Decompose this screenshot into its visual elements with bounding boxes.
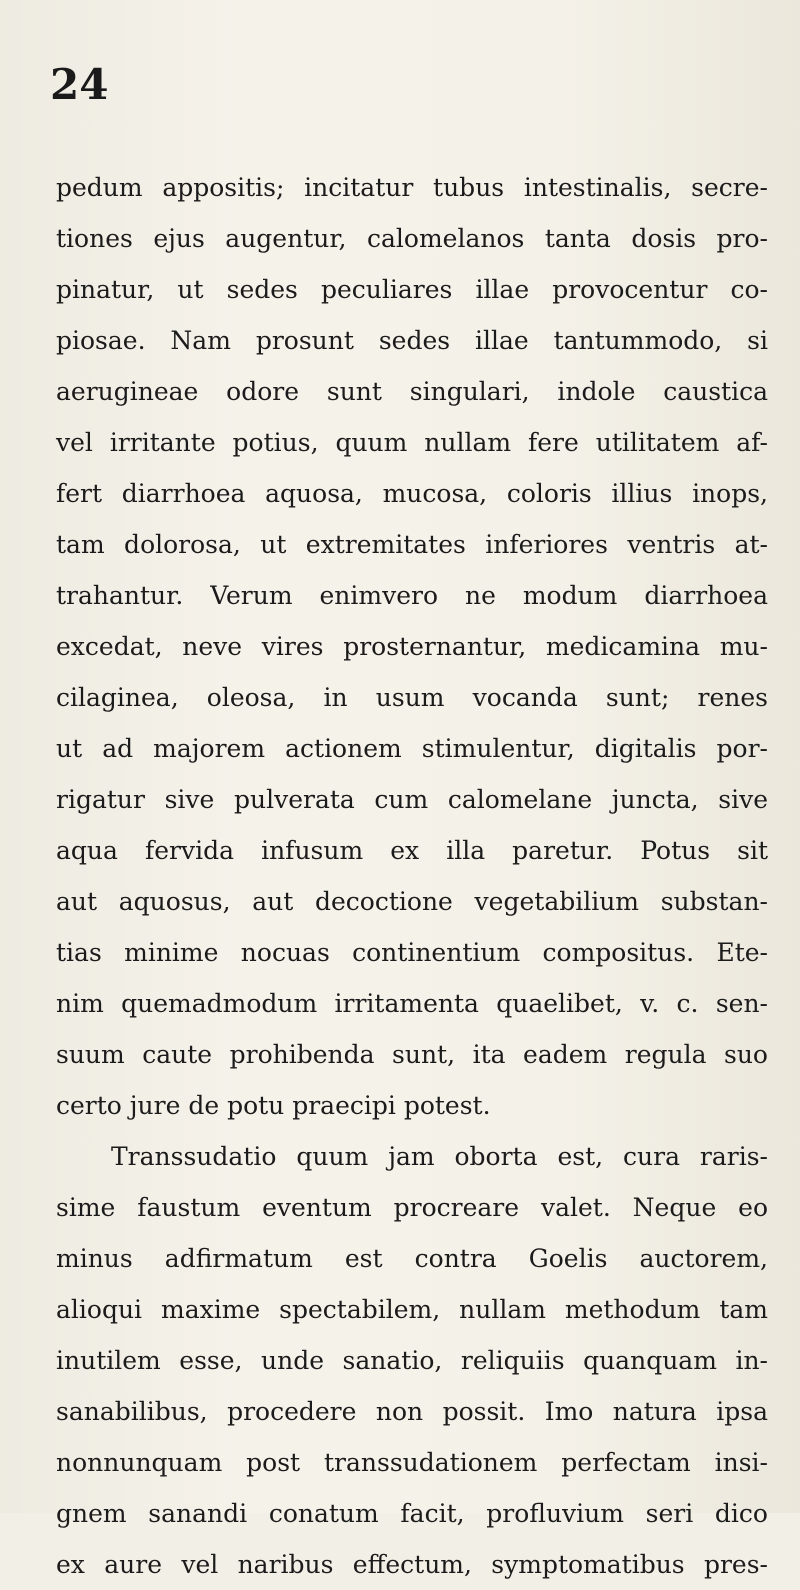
text-line: rigatur sive pulverata cum calomelane juncta, sive: [56, 785, 768, 814]
text-line: tam dolorosa, ut extremitates inferiores ventris at-: [56, 530, 768, 559]
text-line: aut aquosus, aut decoctione vegetabilium substan-: [56, 887, 768, 916]
text-line: gnem sanandi conatum facit, profluvium seri dico: [56, 1499, 768, 1528]
text-line: certo jure de potu praecipi potest.: [56, 1091, 491, 1120]
text-line: nim quemadmodum irritamenta quaelibet, v. c. sen-: [56, 989, 768, 1018]
text-line: inutilem esse, unde sanatio, reliquiis quanquam in-: [56, 1346, 768, 1375]
text-line: alioqui maxime spectabilem, nullam methodum tam: [56, 1295, 768, 1324]
text-line: cilaginea, oleosa, in usum vocanda sunt; renes: [56, 683, 768, 712]
text-line: sime faustum eventum procreare valet. Neque eo: [56, 1193, 768, 1222]
text-line: tiones ejus augentur, calomelanos tanta dosis pro-: [56, 224, 768, 253]
text-line: pinatur, ut sedes peculiares illae provocentur co-: [56, 275, 768, 304]
text-line: tias minime nocuas continentium compositus. Ete-: [56, 938, 768, 967]
text-line: nonnunquam post transsudationem perfectam insi-: [56, 1448, 768, 1477]
text-line: excedat, neve vires prosternantur, medicamina mu-: [56, 632, 768, 661]
text-line: vel irritante potius, quum nullam fere utilitatem af-: [56, 428, 768, 457]
text-line: piosae. Nam prosunt sedes illae tantummodo, si: [56, 326, 768, 355]
body-text: [56, 162, 768, 1590]
text-line: aerugineae odore sunt singulari, indole caustica: [56, 377, 768, 406]
text-line: suum caute prohibenda sunt, ita eadem regula suo: [56, 1040, 768, 1069]
text-line: aqua fervida infusum ex illa paretur. Potus sit: [56, 836, 768, 865]
page-number: 24: [50, 60, 109, 109]
paragraph-start-line: Transsudatio quum jam oborta est, cura raris-: [111, 1142, 768, 1171]
text-line: ex aure vel naribus effectum, symptomatibus pres-: [56, 1550, 768, 1579]
text-line: trahantur. Verum enimvero ne modum diarrhoea: [56, 581, 768, 610]
text-line: ut ad majorem actionem stimulentur, digitalis por-: [56, 734, 768, 763]
text-line: pedum appositis; incitatur tubus intestinalis, secre-: [56, 173, 768, 202]
text-line: sanabilibus, procedere non possit. Imo natura ipsa: [56, 1397, 768, 1426]
text-line: fert diarrhoea aquosa, mucosa, coloris illius inops,: [56, 479, 768, 508]
text-line: minus adfirmatum est contra Goelis auctorem,: [56, 1244, 768, 1273]
